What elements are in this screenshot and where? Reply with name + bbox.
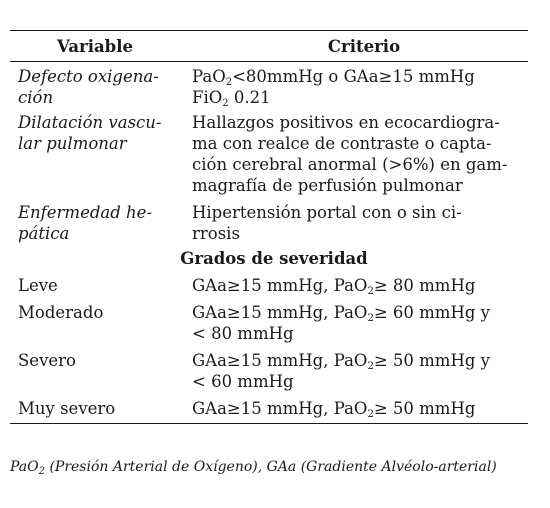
table-row — [10, 66, 528, 108]
criteria-table — [10, 30, 528, 424]
table-row — [10, 275, 528, 296]
table-row — [10, 202, 528, 244]
grade-label: Muy severo — [18, 399, 116, 418]
grade-criterio: GAa≥15 mmHg, PaO$_2$≥ 80 mmHg — [192, 276, 476, 297]
row-criterio: Hipertensión portal con o sin ci- rrosis — [192, 203, 462, 243]
row-variable: Dilatación vascu- lar pulmonar — [18, 113, 162, 153]
footnote: PaO$_2$ (Presión Arterial de Oxígeno), GAa (Gradiente Alvéolo-arterial) — [10, 459, 497, 477]
row-criterio: Hallazgos positivos en ecocardiogra- ma con realce de contraste o capta- ción cerebral anormal (>6%) en gam- magrafía de perfusión pulmonar — [192, 113, 508, 195]
table-row — [10, 302, 528, 344]
header-criterio: Criterio — [327, 36, 401, 56]
table-header — [10, 31, 528, 61]
row-criterio: PaO$_2$<80mmHg o GAa≥15 mmHg FiO$_2$ 0.21 — [192, 67, 475, 109]
table-row — [10, 112, 528, 196]
header-variable: Variable — [57, 36, 133, 56]
grade-label: Moderado — [18, 303, 104, 322]
grade-criterio: GAa≥15 mmHg, PaO$_2$≥ 50 mmHg — [192, 399, 476, 420]
section-title: Grados de severidad — [180, 249, 368, 268]
grade-label: Leve — [18, 276, 58, 295]
grade-criterio: GAa≥15 mmHg, PaO$_2$≥ 60 mmHg y < 80 mmHg — [192, 303, 490, 343]
grade-criterio: GAa≥15 mmHg, PaO$_2$≥ 50 mmHg y < 60 mmHg — [192, 351, 490, 391]
row-variable: Enfermedad he- pática — [18, 203, 153, 243]
bottom-rule — [10, 423, 528, 424]
grade-label: Severo — [18, 351, 76, 370]
table-row — [10, 398, 528, 419]
table-row — [10, 350, 528, 392]
row-variable: Defecto oxigena- ción — [18, 67, 159, 107]
